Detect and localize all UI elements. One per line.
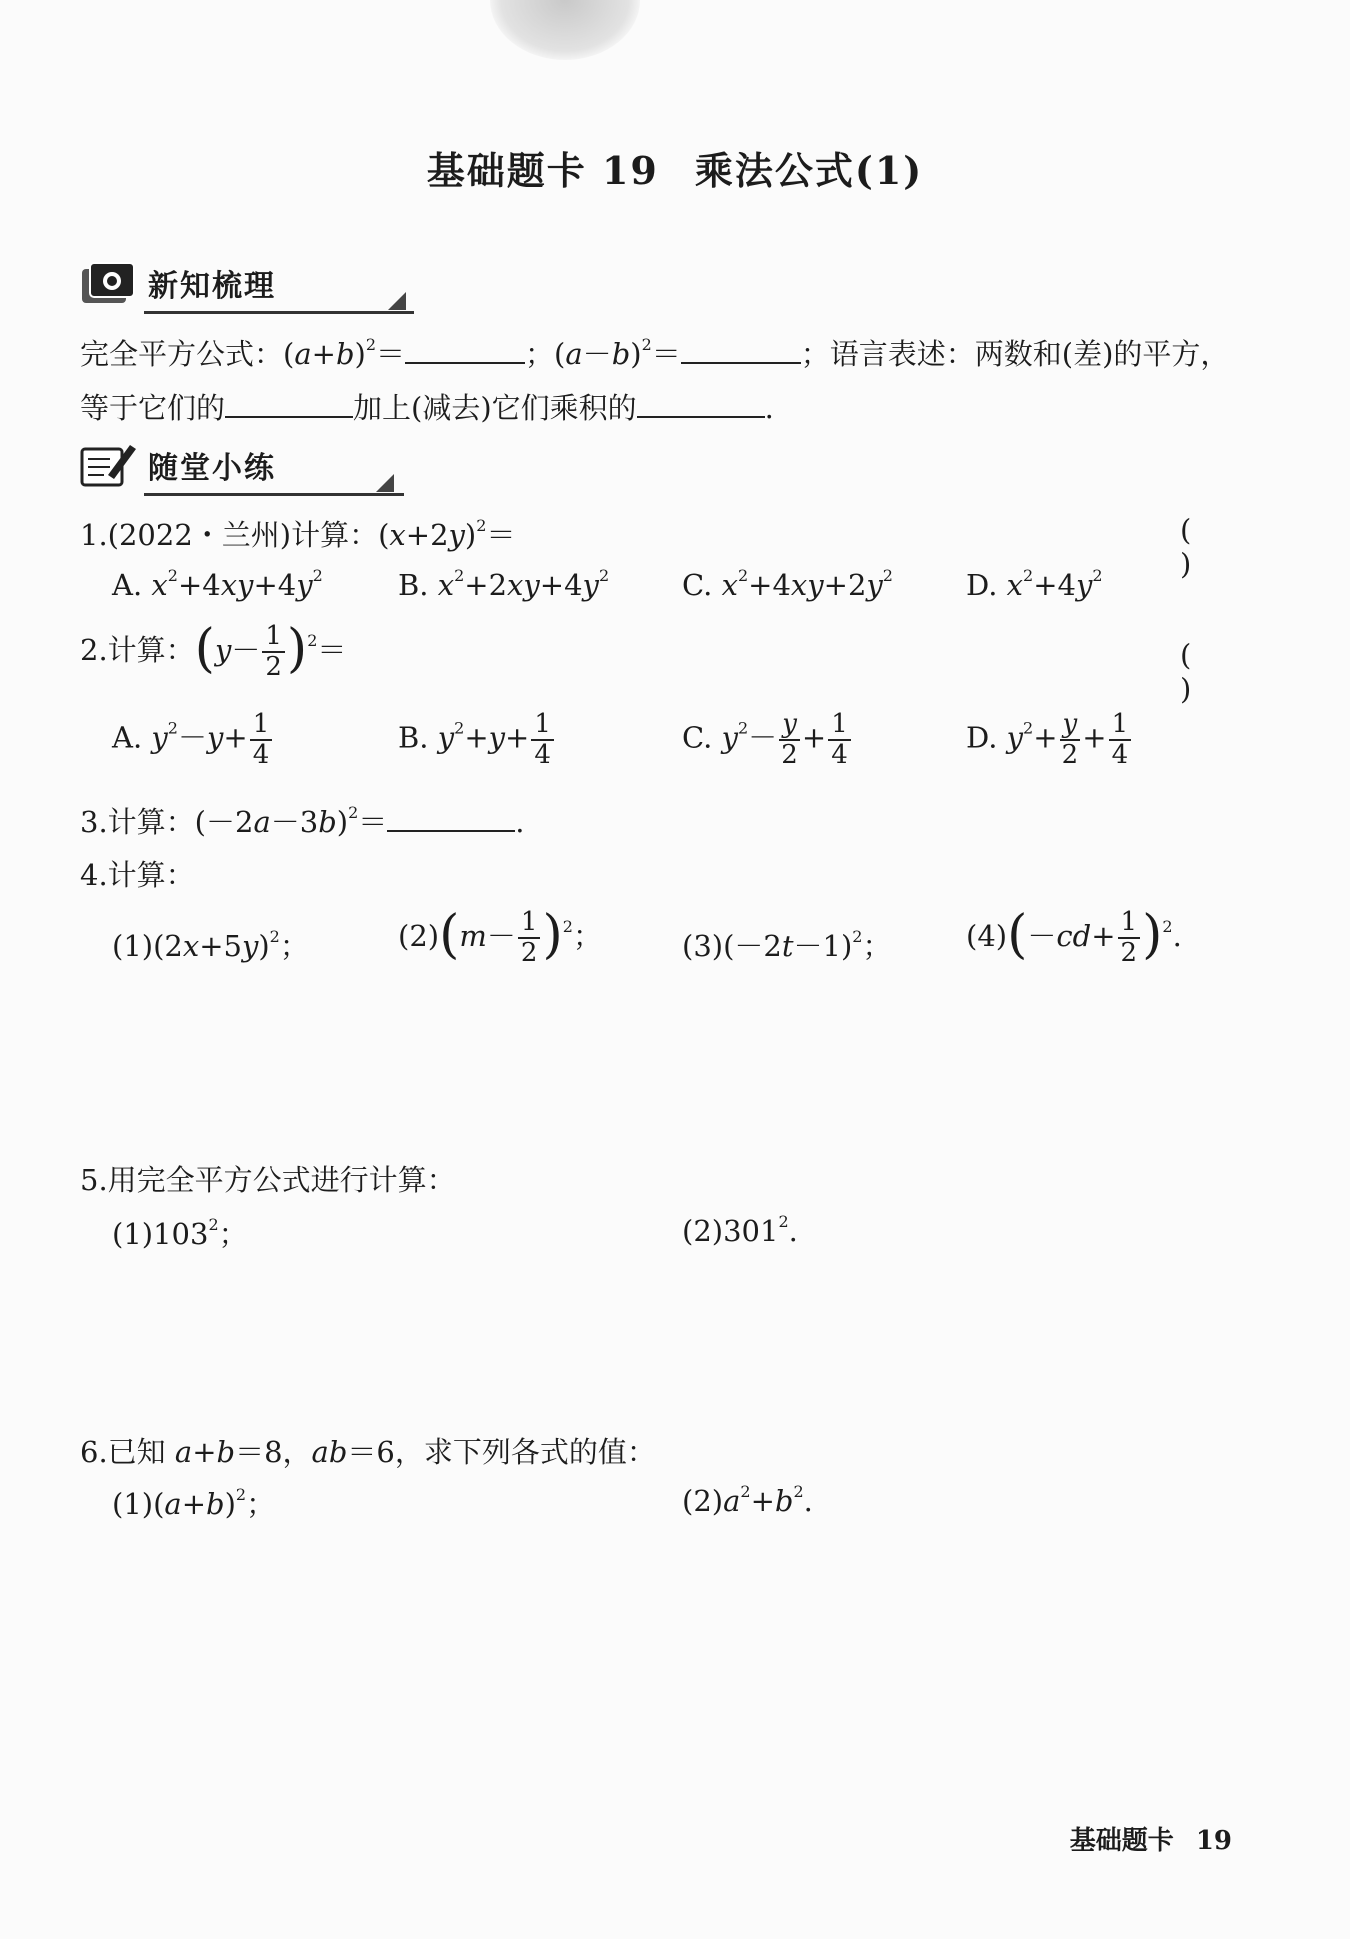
q2-option-a[interactable]: A. $y^2-y+$ $\frac{1}{4}$ xyxy=(112,710,274,769)
q2-option-c[interactable]: C. $y^2-$ $\frac{y}{2}$ + $\frac{1}{4}$ xyxy=(682,710,853,769)
q4-part-2: (2)(m－ $\frac{1}{2}$ )$^2$； xyxy=(398,905,602,968)
notebook-pen-icon xyxy=(80,441,138,489)
review-line-2: 等于它们的 加上(减去)它们乘积的 . xyxy=(80,391,774,425)
q5-part-1: $(1)103^2$； xyxy=(112,1215,248,1251)
q5-part-2: $(2)301^2$. xyxy=(682,1212,798,1248)
page-footer xyxy=(1070,1820,1232,1857)
question-5: 5.用完全平方公式进行计算： xyxy=(80,1163,456,1197)
title-left: 基础题卡 19 xyxy=(426,148,659,193)
question-4: 4.计算： xyxy=(80,858,195,892)
question-2: 2.计算：(y－ $\frac{1}{2}$ )$^2$＝ xyxy=(80,619,347,682)
q6-part-2: $(2)a^2+b^2$. xyxy=(682,1482,813,1518)
q1-option-c[interactable]: C. $x^2+4xy+2y^2$ xyxy=(682,566,893,602)
section-review-label: 新知梳理 xyxy=(148,269,276,304)
q4-part-3: $(3)(-2t-1)^2$； xyxy=(682,927,892,963)
q1-option-b[interactable]: B. $x^2+2xy+4y^2$ xyxy=(398,566,610,602)
title-right: 乘法公式(1) xyxy=(694,148,924,193)
section-practice-label: 随堂小练 xyxy=(148,451,276,486)
q1-option-a[interactable]: A. $x^2+4xy+4y^2$ xyxy=(112,566,323,602)
question-6: 6.已知 a+b＝8，ab＝6，求下列各式的值： xyxy=(80,1435,656,1469)
answer-blank[interactable] xyxy=(405,336,525,364)
answer-blank[interactable] xyxy=(225,390,353,418)
section-practice-header xyxy=(80,440,276,490)
answer-paren[interactable]: ( ) xyxy=(1180,513,1242,581)
answer-blank[interactable] xyxy=(387,804,515,832)
question-3: 3.计算：$(-2a-3b)^2=$ . xyxy=(80,803,525,839)
q4-part-1: $(1)(2x+5y)^2$； xyxy=(112,927,309,963)
answer-blank[interactable] xyxy=(681,336,801,364)
answer-blank[interactable] xyxy=(637,390,765,418)
page-number: 19 xyxy=(1195,1826,1232,1856)
q1-option-d[interactable]: D. $x^2+4y^2$ xyxy=(966,566,1103,602)
book-icon xyxy=(80,259,138,307)
footer-label: 基础题卡 xyxy=(1069,1826,1174,1856)
section-review-header xyxy=(80,258,276,308)
question-1: 1.(2022・兰州)计算：$(x+2y)^2=$ xyxy=(80,516,516,552)
review-line-1: 完全平方公式：$(a+b)^2=$ ；$(a-b)^2=$ ；语言表述：两数和(差)的平方， xyxy=(80,335,1230,371)
page-title xyxy=(0,140,1350,195)
q6-part-1: $(1)(a+b)^2$； xyxy=(112,1485,276,1521)
q2-option-b[interactable]: B. $y^2+y+$ $\frac{1}{4}$ xyxy=(398,710,556,769)
answer-paren[interactable]: ( ) xyxy=(1180,638,1242,706)
q4-part-4: (4)(－cd+ $\frac{1}{2}$ )$^2$. xyxy=(966,905,1182,968)
scan-shadow xyxy=(490,0,640,60)
q2-option-d[interactable]: D. $y^2+$ $\frac{y}{2}$ + $\frac{1}{4}$ xyxy=(966,710,1133,769)
